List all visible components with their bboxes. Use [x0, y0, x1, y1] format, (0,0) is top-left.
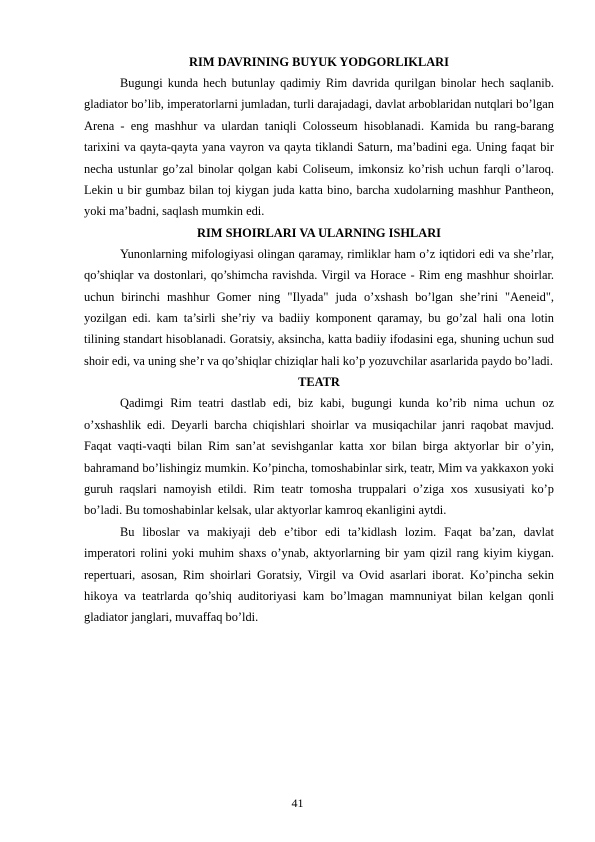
paragraph-theatre-2: Bu liboslar va makiyaji deb e’tibor edi ta’kidlash lozim. Faqat ba’zan, davlat imperatori rolini yoki muhim shaxs o’ynab, aktyorlarning bir yam qizil rang kiyim kiygan. repertuari, asosan, Rim shoirlari Goratsiy, Virgil va Ovid asarlari iborat. Ko’pincha sekin hikoya va teatrlarda qo’shiq auditoriyasi kam bo’lmagan mamnuniyat bilan kelgan qonli gladiator janglari, muvaffaq bo’ldi.: [84, 524, 554, 625]
paragraph-monuments: Bugungi kunda hech butunlay qadimiy Rim davrida qurilgan binolar hech saqlanib. gladiator bo’lib, imperatorlarni jumladan, turli darajadagi, davlat arboblaridan nutqlari bo’lgan Arena - eng mashhur va ulardan taniqli Colosseum hisoblanadi. Kamida bu rang-barang tarixini va qayta-qayta yana vayron va qayta tiklandi Saturn, ma’badini ega. Uning faqat bir necha ustunlar go’zal binolar qolgan kabi Coliseum, imkonsiz ko’rish uchun farqli o’laroq. Lekin u bir gumbaz bilan toj kiygan juda katta bino, barcha xudolarning mashhur Pantheon, yoki ma’badni, saqlash mumkin edi.: [84, 76, 554, 219]
section-heading-theatre: TEATR: [298, 375, 340, 390]
page-number: 41: [291, 796, 304, 810]
page-content: [84, 52, 554, 629]
paragraph-theatre-1: Qadimgi Rim teatri dastlab edi, biz kabi, bugungi kunda ko’rib nima uchun oz o’xshashlik edi. Deyarli barcha chiqishlari shoirlar va musiqachilar janri raqobat mavjud. Faqat vaqti-vaqti bilan Rim san’at sevishganlar katta xor bilan birga aktyorlar bir o’yin, bahramand bo’lishingiz mumkin. Ko’pincha, tomoshabinlar sirk, teatr, Mim va yakkaxon yoki guruh raqslari namoyish etildi. Rim teatr tomosha truppalari o’ziga xos xususiyati ko’p bo’ladi. Bu tomoshabinlar kelsak, ular aktyorlar kamroq ekanligini aytdi.: [84, 396, 554, 518]
section-heading-monuments: RIM DAVRINING BUYUK YODGORLIKLARI: [189, 55, 449, 69]
paragraph-poets: Yunonlarning mifologiyasi olingan qaramay, rimliklar ham o’z iqtidori edi va she’rlar, qo’shiqlar va dostonlari, qo’shimcha ravishda. Virgil va Horace - Rim eng mashhur shoirlar. uchun birinchi mashhur Gomer ning "Ilyada" juda o’xshash bo’lgan she’rini "Aeneid", yozilgan edi. kam ta’sirli she’riy va badiiy komponent qaramay, bu go’zal hali ona lotin tilining standart hisoblanadi. Goratsiy, aksincha, katta badiiy ifodasini ega, shuning uchun sud shoir edi, va uning she’r va qo’shiqlar chiziqlar hali ko’p yozuvchilar asarlarida paydo bo’ladi.: [84, 246, 554, 368]
section-heading-poets: RIM SHOIRLARI VA ULARNING ISHLARI: [197, 225, 441, 240]
